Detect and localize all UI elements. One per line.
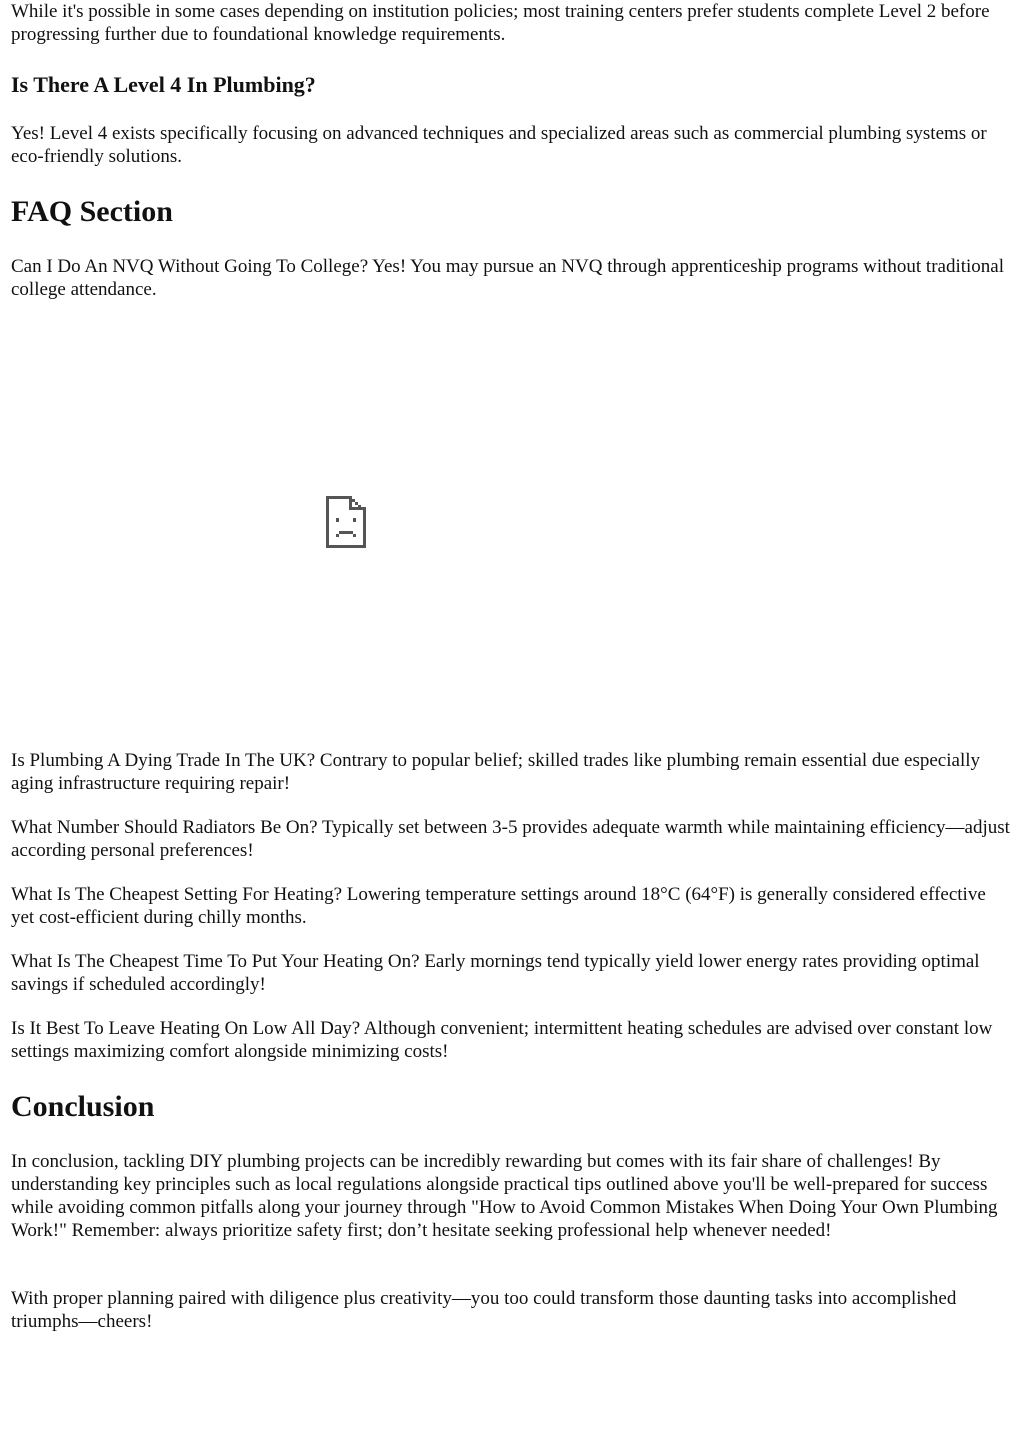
conclusion-paragraph: With proper planning paired with diligence plus creativity—you too could transform those daunting tasks into accomplished triumphs—cheers! bbox=[11, 1288, 957, 1332]
faq-item: What Is The Cheapest Time To Put Your Heating On? Early mornings tend typically yield lower energy rates providing optimal savings if scheduled accordingly! bbox=[11, 951, 980, 995]
embedded-frame[interactable] bbox=[11, 316, 683, 733]
conclusion-heading: Conclusion bbox=[11, 1090, 155, 1123]
level4-paragraph: Yes! Level 4 exists specifically focusing on advanced techniques and specialized areas such as commercial plumbing systems or eco-friendly solutions. bbox=[11, 123, 987, 167]
level4-heading: Is There A Level 4 In Plumbing? bbox=[11, 72, 316, 97]
faq-item: Can I Do An NVQ Without Going To College? Yes! You may pursue an NVQ through apprenticeship programs without traditional college attendance. bbox=[11, 256, 1005, 300]
faq-item: What Number Should Radiators Be On? Typically set between 3-5 provides adequate warmth while maintaining efficiency—adjust according personal preferences! bbox=[11, 817, 1010, 861]
conclusion-paragraph: In conclusion, tackling DIY plumbing projects can be incredibly rewarding but comes with its fair share of challenges! By understanding key principles such as local regulations alongside practical tips outlined above you'll be well-prepared for success while avoiding common pitfalls along your journey through "How to Avoid Common Mistakes When Doing Your Own Plumbing Work!" Remember: always prioritize safety first; don’t hesitate seeking professional help whenever needed! bbox=[11, 1151, 998, 1241]
broken-page-icon bbox=[324, 494, 368, 550]
faq-item: Is It Best To Leave Heating On Low All Day? Although convenient; intermittent heating schedules are advised over constant low settings maximizing comfort alongside minimizing costs! bbox=[11, 1018, 993, 1062]
intro-paragraph: While it's possible in some cases depending on institution policies; most training centers prefer students complete Level 2 before progressing further due to foundational knowledge requirements. bbox=[11, 1, 990, 45]
faq-item: Is Plumbing A Dying Trade In The UK? Contrary to popular belief; skilled trades like plumbing remain essential due especially aging infrastructure requiring repair! bbox=[11, 750, 980, 794]
faq-item: What Is The Cheapest Setting For Heating? Lowering temperature settings around 18°C (64°F) is generally considered effective yet cost-efficient during chilly months. bbox=[11, 884, 986, 928]
faq-heading: FAQ Section bbox=[11, 195, 173, 228]
